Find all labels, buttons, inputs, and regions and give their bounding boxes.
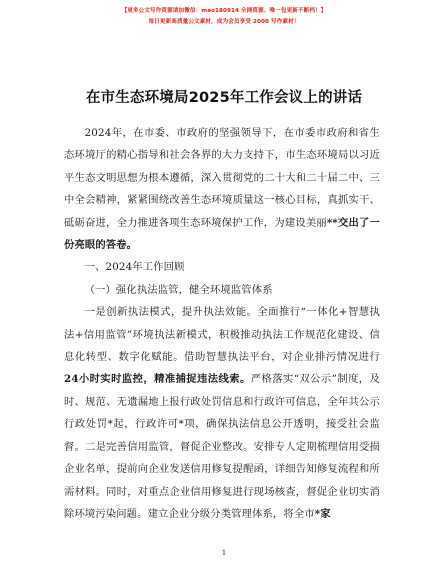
intro-bold-text: **交出了一份亮眼的答卷。 (64, 216, 381, 252)
document-title: 在市生态环境局2025年工作会议上的讲话 (85, 90, 363, 106)
enforcement-bold-text: 24小时实时监控，精准捕捉违法线索。 (64, 373, 251, 386)
enforcement-text: 一是创新执法模式，提升执法效能。全面推行“一体化+智慧执法+信用监管”环境执法新模式，积极推动执法工作规范化建设、信息化转型、数字化赋能。借助智慧执法平台，对企业排污情况进行 (64, 306, 380, 364)
enforcement-tail-bold: *家 (314, 507, 331, 520)
document-body (64, 122, 380, 525)
page-number: 1 (221, 548, 227, 557)
promo-banner-line-2: 每日更新高质量公文素材，成为会员享受 2000 写作素材！ (148, 19, 300, 25)
promo-banner-line-1: 【更多公文写作资源请加微信：mao180914 全网资源、唯一包更新不断档！】 (121, 8, 327, 14)
section-heading: 一、2024年工作回顾 (84, 261, 185, 274)
subsection-heading: （一）强化执法监管，健全环境监管体系 (84, 283, 273, 296)
enforcement-text-rest: 严格落实“双公示”制度，及时、规范、无遗漏地上报行政处罚信息和行政许可信息，全年共公示行政处罚*起，行政许可*项，确保执法信息公开透明，接受社会监督。二是完善信用监管，督促企业整改。安排专人定期梳理信用受损企业名单，提前向企业发送信用修复提醒函，详细告知修复流程和所需材料。同时，对重点企业信用修复进行现场核查，督促企业切实消除环境污染问题。建立企业分级分类管理体系，将全市 (64, 373, 380, 520)
enforcement-paragraph (64, 301, 380, 525)
intro-text: 2024年，在市委、市政府的坚强领导下，在市委市政府和省生态环境厅的精心指导和社会各界的大力支持下，市生态环境局以习近平生态文明思想为根本遵循，深入贯彻党的二十大和二十届二中、三中全会精神，紧紧围绕改善生态环境质量这一核心目标，真抓实干、砥砺奋进，全力推进各项生态环境保护工作，为建设美丽 (64, 127, 380, 229)
promo-banner (0, 6, 448, 28)
intro-paragraph (64, 122, 380, 256)
